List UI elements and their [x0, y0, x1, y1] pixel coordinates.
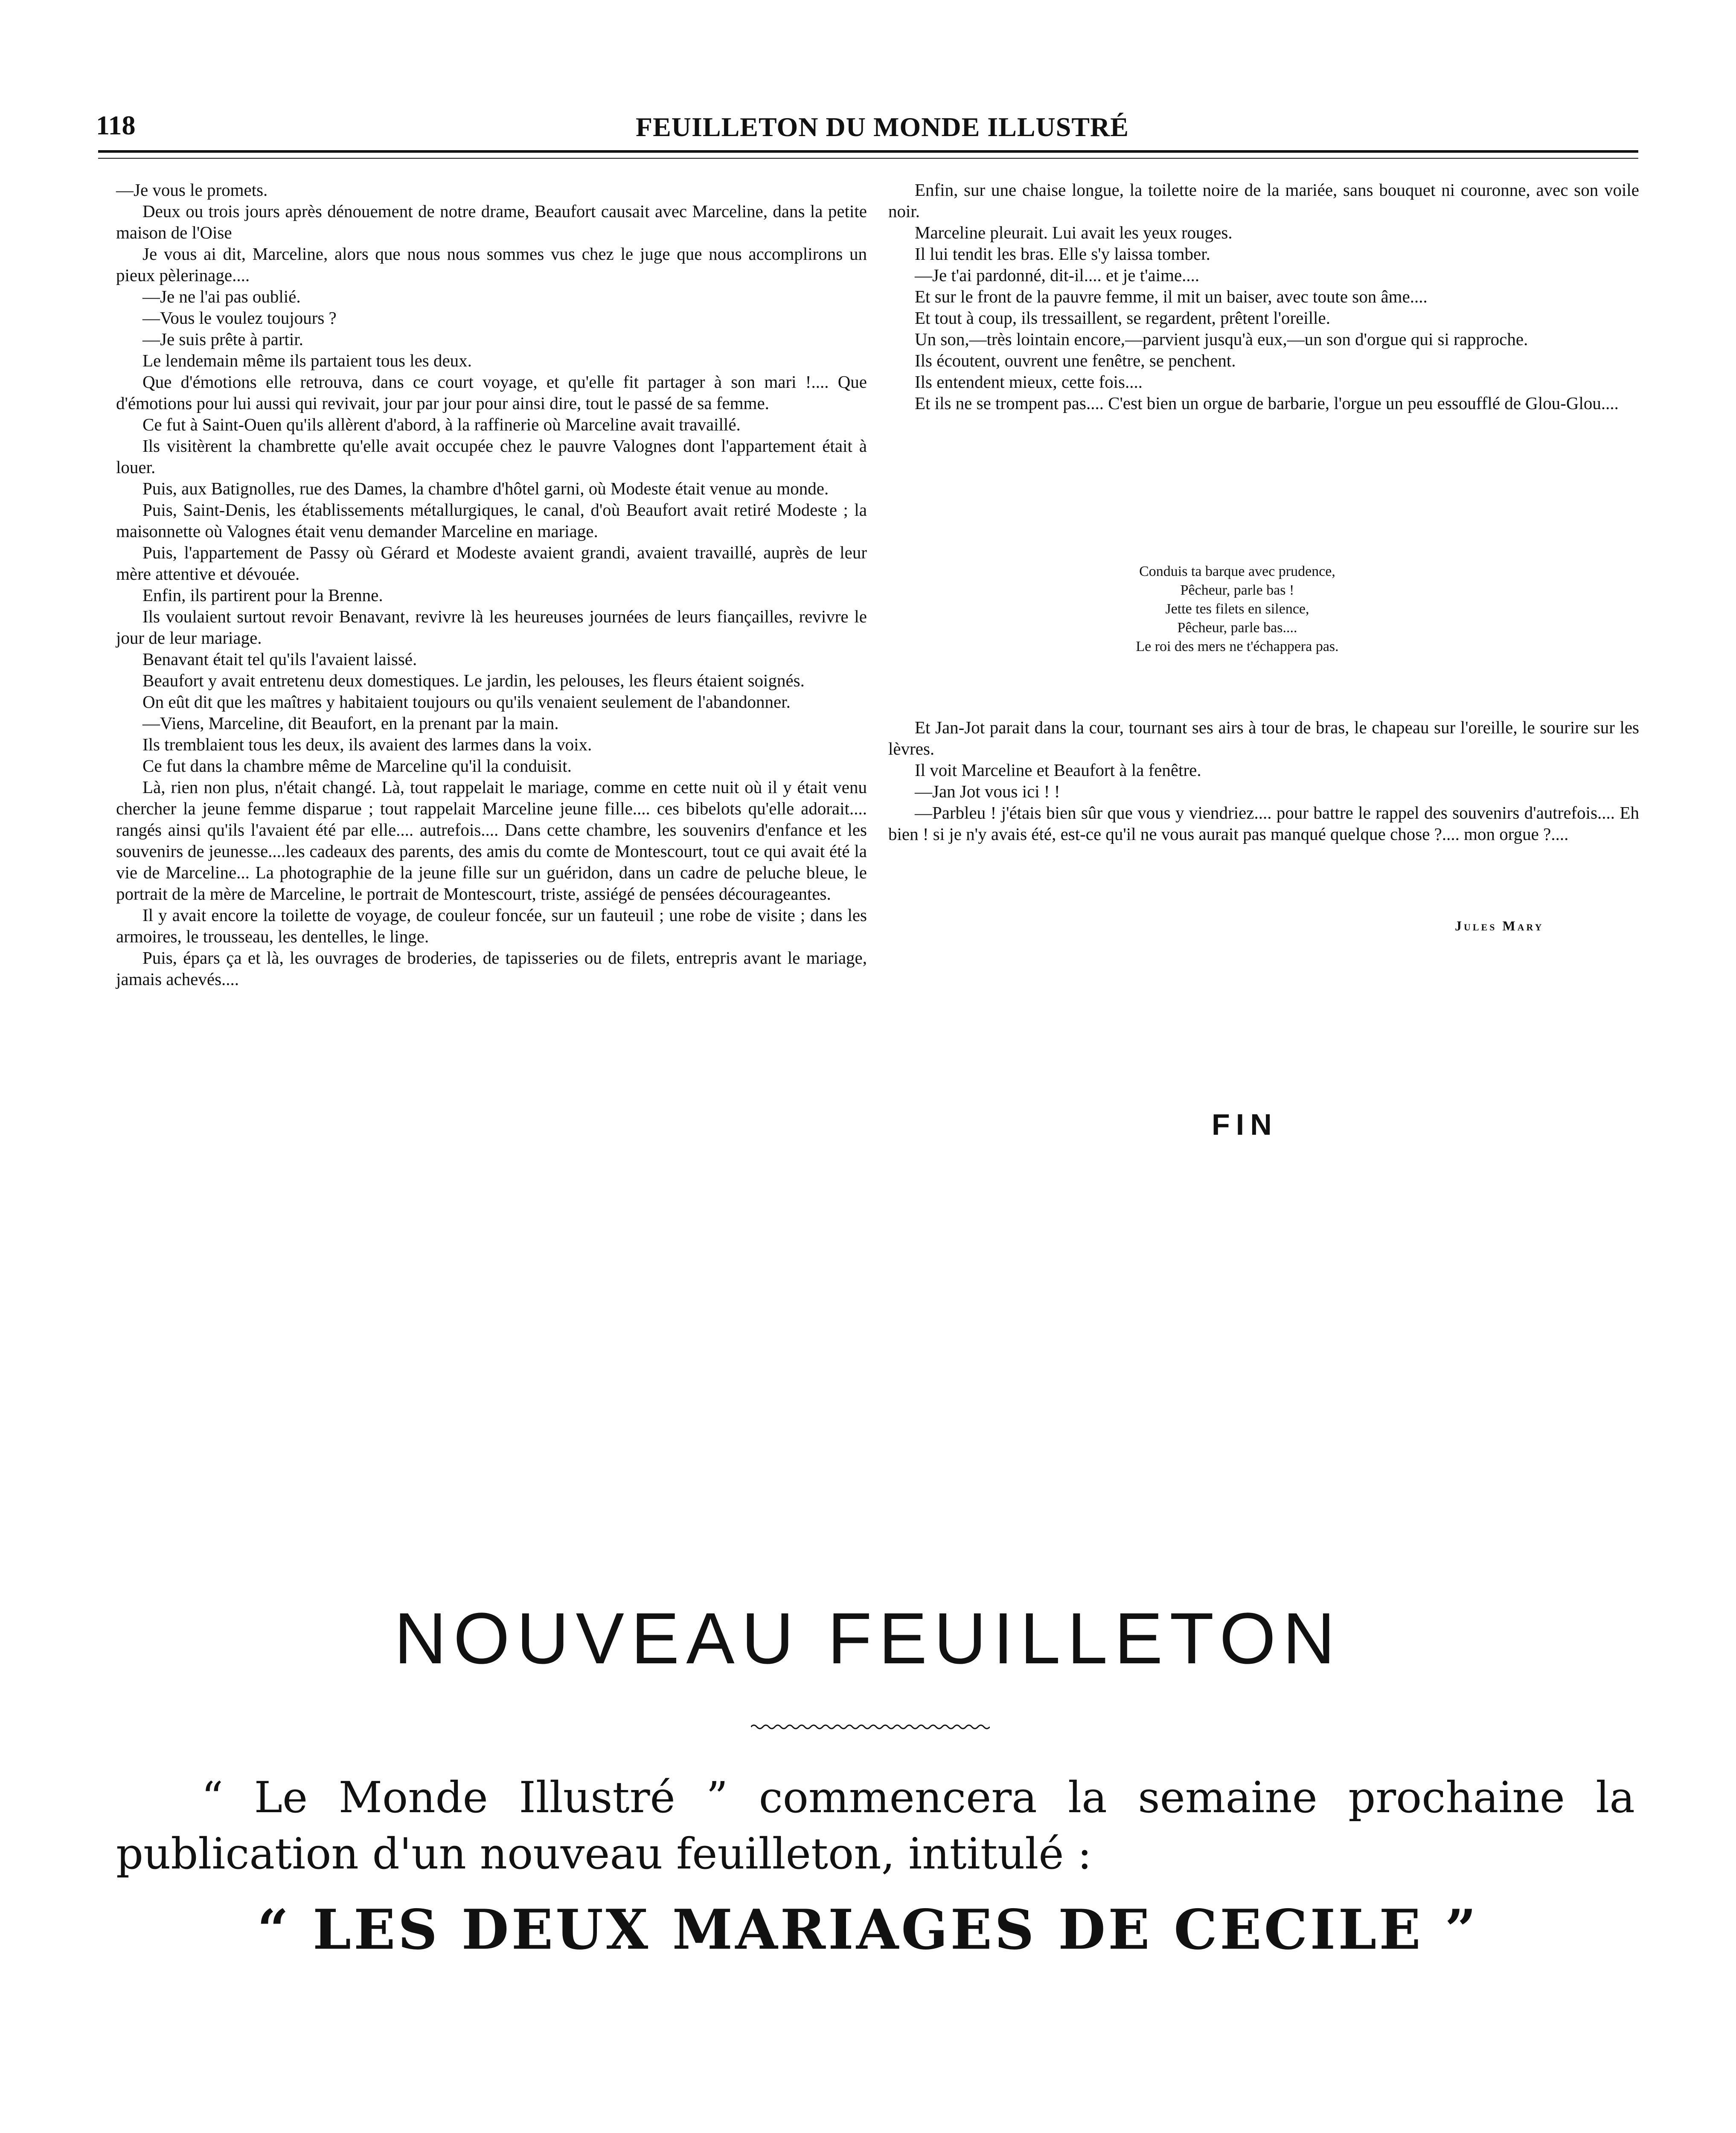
- left-text-column: [116, 179, 867, 990]
- right-text-column: [888, 179, 1639, 414]
- paragraph: —Je suis prête à partir.: [142, 329, 303, 349]
- paragraph: Benavant était tel qu'ils l'avaient laissé.: [142, 649, 417, 669]
- fin-mark: FIN: [1212, 1108, 1278, 1141]
- paragraph: Il y avait encore la toilette de voyage, de couleur foncée, sur un fauteuil ; une robe de visite ; dans les armoires, le trousseau, les dentelles, le linge.: [116, 905, 867, 946]
- paragraph: Et sur le front de la pauvre femme, il mit un baiser, avec toute son âme....: [915, 287, 1428, 306]
- paragraph: Et ils ne se trompent pas.... C'est bien un orgue de barbarie, l'orgue un peu essoufflé de Glou-Glou....: [915, 393, 1619, 413]
- paragraph: —Je vous le promets.: [116, 180, 268, 200]
- paragraph: Enfin, sur une chaise longue, la toilette noire de la mariée, sans bouquet ni couronne, avec son voile noir.: [888, 180, 1639, 221]
- verse-line: Le roi des mers ne t'échappera pas.: [1136, 639, 1339, 654]
- header-rule-thick: [98, 150, 1638, 153]
- paragraph: Puis, Saint-Denis, les établissements métallurgiques, le canal, d'où Beaufort avait retiré Modeste ; la maisonnette où Valognes était venu demander Marceline en mariage.: [116, 500, 867, 541]
- paragraph: Marceline pleurait. Lui avait les yeux rouges.: [915, 223, 1233, 242]
- paragraph: Puis, l'appartement de Passy où Gérard et Modeste avaient grandi, avaient travaillé, auprès de leur mère attentive et dévouée.: [116, 543, 867, 584]
- header-rule-thin: [98, 158, 1638, 159]
- paragraph: Ils visitèrent la chambrette qu'elle avait occupée chez le pauvre Valognes dont l'appartement était à louer.: [116, 436, 867, 477]
- right-text-column-end: [888, 717, 1639, 845]
- paragraph: Et Jan-Jot parait dans la cour, tournant ses airs à tour de bras, le chapeau sur l'oreille, le sourire sur les lèvres.: [888, 718, 1639, 758]
- paragraph: Ils voulaient surtout revoir Benavant, revivre là les heureuses journées de leurs fiançailles, revivre le jour de leur mariage.: [116, 607, 867, 648]
- announcement-line-2: publication d'un nouveau feuilleton, intitulé :: [116, 1829, 1092, 1879]
- running-title: FEUILLETON DU MONDE ILLUSTRÉ: [636, 112, 1129, 142]
- paragraph: Là, rien non plus, n'était changé. Là, tout rappelait le mariage, comme en cette nuit où il y était venu chercher la jeune femme disparue ; tout rappelait Marceline jeune fille.... ces bibelots qu'elle adorait.... rangés ainsi qu'ils l'avaient été par elle.... autrefois.... Dans cette chambre, les souvenirs d'enfance et les souvenirs de jeunesse....les cadeaux des parents, des amis du comte de Montescourt, tout ce qui avait été la vie de Marceline... La photographie de la jeune fille sur un guéridon, dans un cadre de peluche bleue, le portrait de la mère de Marceline, le portrait de Montescourt, triste, assiégé de pensées décourageantes.: [116, 777, 867, 904]
- paragraph: Je vous ai dit, Marceline, alors que nous nous sommes vus chez le juge que nous accomplirons un pieux pèlerinage....: [116, 244, 867, 285]
- paragraph: —Parbleu ! j'étais bien sûr que vous y viendriez.... pour battre le rappel des souvenirs d'autrefois.... Eh bien ! si je n'y avais été, est-ce qu'il ne vous aurait pas manqué quelque chose ?.... mon orgue ?....: [888, 803, 1639, 844]
- paragraph: Ils entendent mieux, cette fois....: [915, 372, 1143, 392]
- paragraph: Ce fut dans la chambre même de Marceline qu'il la conduisit.: [142, 756, 572, 776]
- verse-line: Pêcheur, parle bas !: [1180, 582, 1294, 598]
- paragraph: —Je t'ai pardonné, dit-il.... et je t'aime....: [915, 265, 1200, 285]
- announcement-line-1: “ Le Monde Illustré ” commencera la semaine prochaine la: [201, 1773, 1635, 1822]
- verse-line: Conduis ta barque avec prudence,: [1139, 564, 1335, 579]
- song-verse: [1003, 562, 1472, 656]
- author-signature: Jules Mary: [1455, 918, 1544, 933]
- paragraph: Un son,—très lointain encore,—parvient jusqu'à eux,—un son d'orgue qui si rapproche.: [915, 329, 1528, 349]
- paragraph: Il lui tendit les bras. Elle s'y laissa tomber.: [915, 244, 1210, 264]
- verse-line: Pêcheur, parle bas....: [1177, 620, 1297, 636]
- new-serial-title: “ LES DEUX MARIAGES DE CECILE ”: [257, 1898, 1479, 1962]
- paragraph: Il voit Marceline et Beaufort à la fenêtre.: [915, 760, 1201, 780]
- paragraph: —Jan Jot vous ici ! !: [915, 782, 1060, 801]
- paragraph: Puis, aux Batignolles, rue des Dames, la chambre d'hôtel garni, où Modeste était venue au monde.: [142, 479, 829, 498]
- paragraph: —Je ne l'ai pas oublié.: [142, 287, 301, 306]
- announcement-heading: NOUVEAU FEUILLETON: [394, 1598, 1342, 1679]
- paragraph: Le lendemain même ils partaient tous les deux.: [142, 351, 472, 370]
- paragraph: Deux ou trois jours après dénouement de notre drame, Beaufort causait avec Marceline, dans la petite maison de l'Oise: [116, 201, 867, 242]
- paragraph: —Vous le voulez toujours ?: [142, 308, 337, 328]
- paragraph: Beaufort y avait entretenu deux domestiques. Le jardin, les pelouses, les fleurs étaient soignés.: [142, 671, 805, 690]
- paragraph: Que d'émotions elle retrouva, dans ce court voyage, et qu'elle fit partager à son mari !.... Que d'émotions pour lui aussi qui revivait, jour par jour pour ainsi dire, tout le passé de sa femme.: [116, 372, 867, 413]
- paragraph: Ils tremblaient tous les deux, ils avaient des larmes dans la voix.: [142, 735, 592, 754]
- paragraph: Enfin, ils partirent pour la Brenne.: [142, 585, 383, 605]
- paragraph: Ils écoutent, ouvrent une fenêtre, se penchent.: [915, 351, 1236, 370]
- paragraph: Ce fut à Saint-Ouen qu'ils allèrent d'abord, à la raffinerie où Marceline avait travaillé.: [142, 415, 741, 434]
- announcement-text: [116, 1770, 1635, 1882]
- verse-line: Jette tes filets en silence,: [1165, 601, 1309, 617]
- page-number: 118: [96, 110, 136, 140]
- paragraph: On eût dit que les maîtres y habitaient toujours ou qu'ils venaient seulement de l'abandonner.: [142, 692, 791, 712]
- wavy-rule: [751, 1723, 990, 1731]
- paragraph: —Viens, Marceline, dit Beaufort, en la prenant par la main.: [142, 713, 559, 733]
- paragraph: Et tout à coup, ils tressaillent, se regardent, prêtent l'oreille.: [915, 308, 1330, 328]
- paragraph: Puis, épars ça et là, les ouvrages de broderies, de tapisseries ou de filets, entrepris avant le mariage, jamais achevés....: [116, 948, 867, 989]
